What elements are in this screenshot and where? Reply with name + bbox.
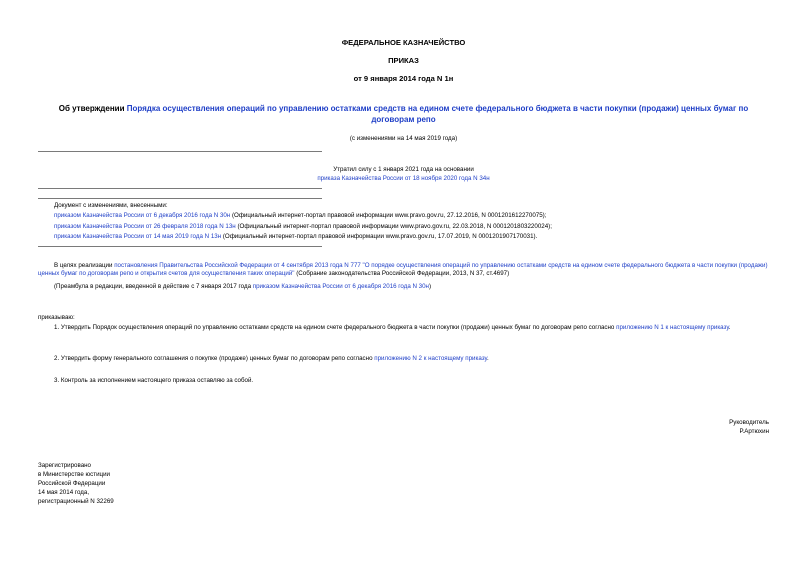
preamble-note-start: (Преамбула в редакции, введенной в действие с 7 января 2017 года bbox=[54, 283, 253, 290]
order-item-2-end: . bbox=[486, 355, 489, 362]
signature-name: Р.Артюхин bbox=[739, 428, 769, 435]
changes-item-link[interactable]: приказом Казначейства России от 26 февраля 2018 года N 13н bbox=[54, 223, 236, 230]
preamble-note-end: ) bbox=[428, 283, 432, 290]
registration-line: Зарегистрировано bbox=[38, 462, 91, 469]
divider bbox=[38, 188, 322, 189]
amendments-note: (с изменениями на 14 мая 2019 года) bbox=[349, 135, 458, 142]
signature-position: Руководитель bbox=[729, 419, 769, 426]
order-item-2 bbox=[54, 355, 489, 363]
organization-name: ФЕДЕРАЛЬНОЕ КАЗНАЧЕЙСТВО bbox=[341, 38, 466, 47]
registration-line: 14 мая 2014 года, bbox=[38, 489, 90, 496]
changes-item-text: (Официальный интернет-портал правовой информации www.pravo.gov.ru, 22.03.2018, N 0001201803220024); bbox=[235, 223, 552, 230]
document-date-number: от 9 января 2014 года N 1н bbox=[353, 74, 454, 83]
changes-item bbox=[54, 233, 537, 241]
registration-line: Российской Федерации bbox=[38, 480, 106, 487]
order-word: приказываю: bbox=[38, 314, 75, 321]
changes-item-text: (Официальный интернет-портал правовой информации www.pravo.gov.ru, 17.07.2019, N 0001201907170031). bbox=[221, 233, 538, 240]
document-title bbox=[40, 103, 767, 125]
appendix-2-link[interactable]: приложению N 2 к настоящему приказу bbox=[374, 355, 487, 362]
title-prefix: Об утверждении bbox=[58, 104, 127, 113]
changes-item-text: (Официальный интернет-портал правовой информации www.pravo.gov.ru, 27.12.2016, N 0001201612270075); bbox=[230, 212, 547, 219]
registration-line: в Министерстве юстиции bbox=[38, 471, 111, 478]
changes-item-link[interactable]: приказом Казначейства России от 6 декабря 2016 года N 30н bbox=[54, 212, 231, 219]
changes-intro: Документ с изменениями, внесенными: bbox=[54, 202, 168, 209]
divider bbox=[38, 246, 322, 247]
appendix-1-link[interactable]: приложению N 1 к настоящему приказу bbox=[616, 324, 729, 331]
document-type: ПРИКАЗ bbox=[388, 56, 419, 65]
preamble-paragraph bbox=[38, 262, 770, 279]
order-item-1 bbox=[38, 324, 770, 332]
divider bbox=[38, 151, 322, 152]
order-item-1-text: 1. Утвердить Порядок осуществления операций по управлению остатками средств на едином счете федерального бюджета в части покупки (продажи) ценных бумаг по договорам репо согласно bbox=[54, 324, 617, 331]
preamble-end: (Собрание законодательства Российской Федерации, 2013, N 37, ст.4697) bbox=[294, 270, 510, 278]
order-item-1-end: . bbox=[728, 324, 731, 331]
preamble-note bbox=[54, 283, 431, 291]
order-item-2-text: 2. Утвердить форму генерального соглашения о покупке (продаже) ценных бумаг по договорам репо согласно bbox=[54, 355, 375, 362]
title-link[interactable]: Порядка осуществления операций по управлению остатками средств на едином счете федерального бюджета в части покупки (продажи) ценных бумаг по договорам репо bbox=[126, 104, 749, 124]
divider bbox=[38, 198, 322, 199]
preamble-link[interactable]: постановления Правительства Российской Федерации от 4 сентября 2013 года N 777 "О порядке осуществления операций по управлению остатками средств на едином счете федерального бюджета в части покупки (продажи) ценных бумаг по договорам репо и открытия счетов для осуществления таких операций" bbox=[38, 262, 768, 278]
order-item-3: 3. Контроль за исполнением настоящего приказа оставляю за собой. bbox=[54, 377, 254, 384]
lost-force-text: Утратил силу с 1 января 2021 года на основании bbox=[333, 166, 474, 173]
preamble-start: В целях реализации bbox=[54, 262, 115, 269]
changes-item-link[interactable]: приказом Казначейства России от 14 мая 2019 года N 13н bbox=[54, 233, 222, 240]
preamble-note-link[interactable]: приказом Казначейства России от 6 декабря 2016 года N 30н bbox=[252, 283, 429, 290]
lost-force-link[interactable]: приказа Казначейства России от 18 ноября 2020 года N 34н bbox=[317, 175, 490, 182]
changes-item bbox=[54, 212, 546, 220]
changes-item bbox=[54, 223, 552, 231]
registration-number: регистрационный N 32269 bbox=[38, 498, 114, 505]
